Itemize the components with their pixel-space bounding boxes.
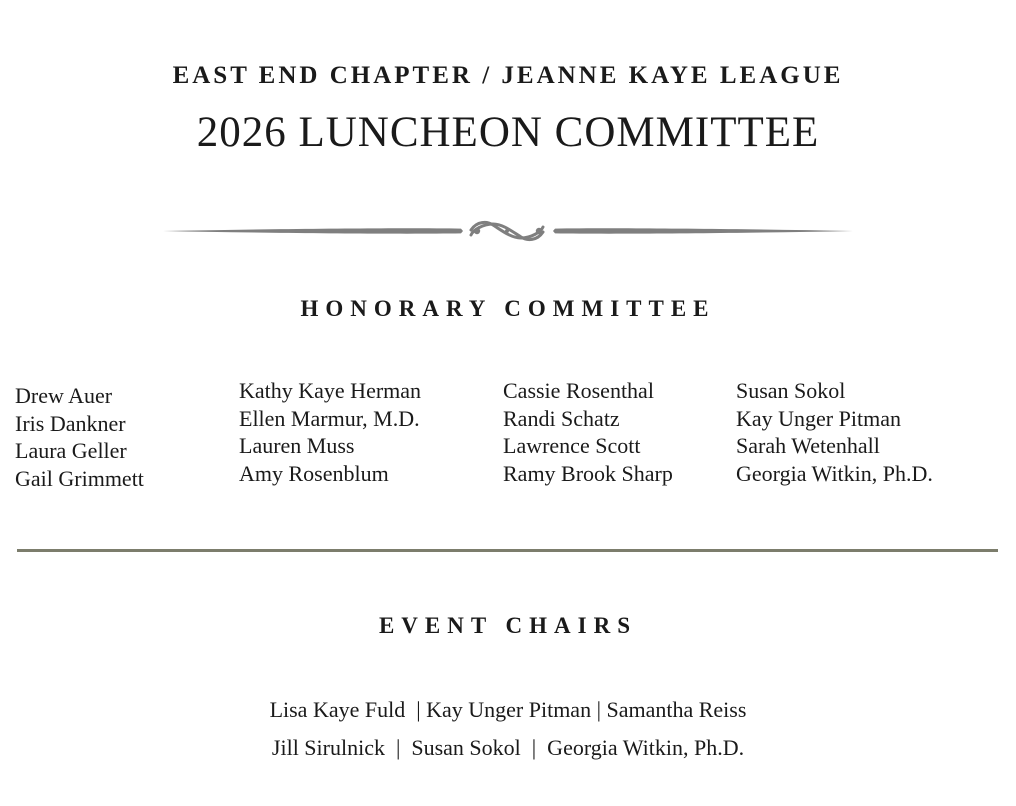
honorary-column-3	[503, 377, 673, 487]
committee-member: Gail Grimmett	[15, 465, 144, 491]
committee-member: Lawrence Scott	[503, 433, 641, 458]
event-chairs-line: Jill Sirulnick | Susan Sokol | Georgia Witkin, Ph.D.	[271, 735, 745, 760]
committee-member: Kay Unger Pitman	[736, 405, 901, 431]
honorary-committee-heading: HONORARY COMMITTEE	[300, 296, 716, 321]
committee-member: Kathy Kaye Herman	[239, 378, 422, 403]
chapter-heading: EAST END CHAPTER / JEANNE KAYE LEAGUE	[172, 62, 844, 89]
flourish-divider	[163, 216, 853, 246]
honorary-column-1	[15, 382, 144, 492]
committee-member: Sarah Wetenhall	[736, 433, 880, 458]
flourish-left-line	[163, 228, 463, 233]
committee-member: Cassie Rosenthal	[503, 378, 654, 403]
event-chairs-heading: EVENT CHAIRS	[378, 613, 638, 638]
committee-member: Iris Dankner	[15, 410, 126, 436]
committee-member: Lauren Muss	[239, 433, 355, 458]
honorary-column-2	[239, 377, 421, 487]
flourish-right-line	[553, 228, 853, 233]
committee-member: Amy Rosenblum	[239, 460, 389, 486]
committee-member: Laura Geller	[15, 438, 127, 463]
committee-member: Susan Sokol	[736, 378, 846, 403]
committee-member: Georgia Witkin, Ph.D.	[736, 460, 933, 486]
committee-member: Ellen Marmur, M.D.	[239, 405, 420, 431]
page-title: 2026 LUNCHEON COMMITTEE	[196, 109, 820, 156]
honorary-column-4	[736, 377, 933, 487]
committee-member: Randi Schatz	[503, 405, 620, 431]
section-divider	[17, 549, 998, 552]
committee-member: Ramy Brook Sharp	[503, 460, 673, 486]
event-chairs-line: Lisa Kaye Fuld | Kay Unger Pitman | Samantha Reiss	[269, 697, 747, 722]
committee-member: Drew Auer	[15, 383, 113, 408]
